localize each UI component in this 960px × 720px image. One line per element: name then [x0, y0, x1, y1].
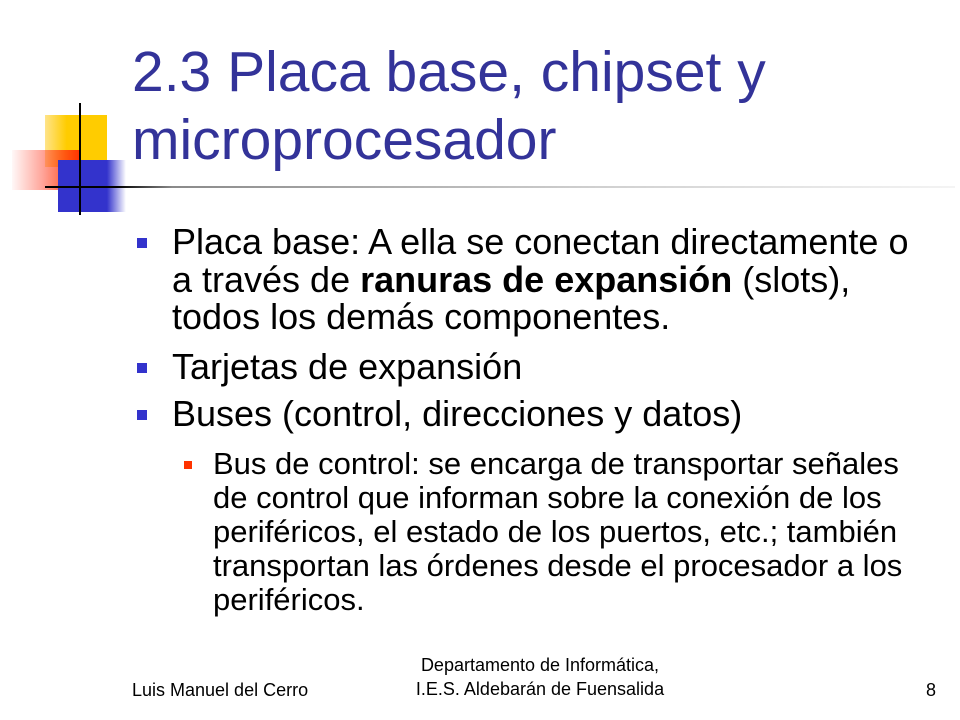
sub-bullet-bus-de-control	[213, 447, 902, 617]
sub-bullet-text-line	[213, 549, 902, 583]
logo-vertical-line	[79, 103, 81, 215]
text-run: de control que informan sobre la conexión de los	[213, 480, 882, 515]
bullet-text-line	[172, 258, 908, 300]
title-line-1: 2.3 Placa base, chipset y	[132, 40, 766, 104]
sub-bullet-text-line	[213, 515, 902, 549]
bullet-square-icon	[137, 238, 147, 248]
bullet-buses	[172, 395, 742, 433]
slide-title	[132, 38, 766, 174]
sub-bullet-text-line	[213, 447, 902, 481]
text-run: Tarjetas de expansión	[172, 346, 523, 387]
text-run: Placa base: A ella se conectan directamente o	[172, 221, 909, 262]
bullet-tarjetas-expansion	[172, 348, 522, 386]
footer-department-line-2: I.E.S. Aldebarán de Fuensalida	[415, 679, 665, 699]
bullet-text-line	[172, 223, 908, 261]
bullet-placa-base	[172, 223, 908, 336]
text-run: Bus de control: se encarga de transportar señales	[213, 446, 899, 481]
title-line-2: microprocesador	[132, 108, 557, 172]
bullet-text-line	[172, 348, 522, 386]
bullet-text-line	[172, 298, 908, 336]
bullet-square-icon	[137, 410, 147, 420]
text-run: periféricos, el estado de los puertos, etc.; también	[213, 514, 898, 549]
sub-bullet-text-line	[213, 583, 902, 617]
text-run: Buses (control, direcciones y datos)	[172, 393, 743, 434]
text-run: a través de	[172, 258, 361, 300]
text-run: transportan las órdenes desde el procesador a los	[213, 548, 903, 583]
text-run: todos los demás componentes.	[172, 296, 671, 337]
title-divider	[45, 186, 955, 188]
bullet-text-line	[172, 395, 742, 433]
footer-department	[340, 653, 740, 701]
footer-department-line-1: Departamento de Informática,	[420, 655, 660, 675]
text-run: periféricos.	[213, 582, 365, 617]
sub-bullet-square-icon	[184, 461, 192, 469]
bold-term: ranuras de expansión	[360, 258, 733, 300]
sub-bullet-text-line	[213, 481, 902, 515]
bullet-square-icon	[137, 363, 147, 373]
footer-author: Luis Manuel del Cerro	[132, 680, 309, 700]
text-run: (slots),	[732, 258, 851, 300]
slide-number: 8	[925, 680, 936, 700]
